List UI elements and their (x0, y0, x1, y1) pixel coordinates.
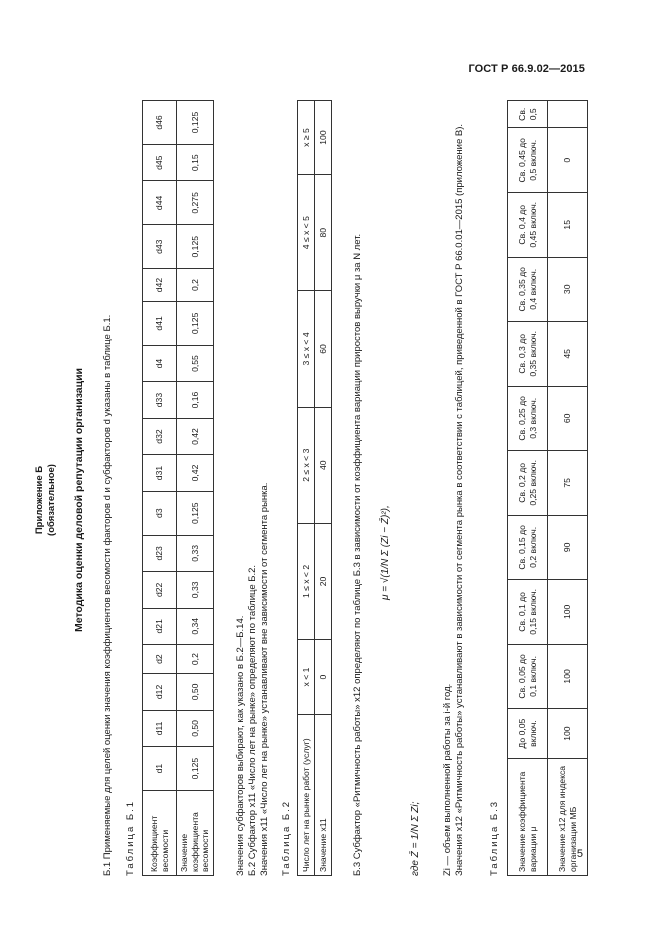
table-b1-col: d1 (143, 747, 177, 791)
table-b1-cell: 0,33 (177, 572, 214, 608)
table-b2-cell: 40 (315, 407, 332, 523)
appendix-heading: Методика оценки деловой репутации организации (73, 367, 85, 633)
table-b2-cell: 100 (315, 101, 332, 175)
table-b3-cell: 100 (548, 644, 588, 709)
table-b2-col: 3 ≤ x < 4 (298, 291, 315, 407)
table-b3-col: Св. 0,25 до 0,3 включ. (508, 386, 548, 451)
table-b1-cell: 0,42 (177, 418, 214, 454)
table-b1-col: d43 (143, 225, 177, 269)
table-b1-cell: 0,33 (177, 535, 214, 571)
table-b3-cell: 15 (548, 193, 588, 258)
table-row (508, 101, 548, 876)
table-b1-col: d11 (143, 710, 177, 746)
table-b3-col: Св. 0,4 до 0,45 включ. (508, 193, 548, 258)
table-b3-col: Св. 0,35 до 0,4 включ. (508, 257, 548, 322)
table-b3-col: Св. 0,5 (508, 101, 548, 129)
table-b1-col: d12 (143, 674, 177, 710)
table-b2-cell: 0 (315, 640, 332, 715)
table-b1-col: d3 (143, 491, 177, 535)
b2-intro: Б.2 Субфактор x11 «Число лет на рынке» определяют по таблице Б.2. (247, 564, 258, 876)
table-b3-col: Св. 0,15 до 0,2 включ. (508, 515, 548, 580)
table-b1-col: d4 (143, 345, 177, 381)
table-b1-col: d42 (143, 269, 177, 302)
table-b1-cell: 0,125 (177, 747, 214, 791)
table-row (548, 101, 588, 876)
table-b1-col: d45 (143, 144, 177, 180)
table-b3-cell: 0 (548, 128, 588, 193)
table-b3-col: Св. 0,05 до 0,1 включ. (508, 644, 548, 709)
table-b1-cell: 0,2 (177, 645, 214, 674)
table-b2-row-header: Значение x11 (315, 715, 332, 876)
table-b3-cell: 90 (548, 515, 588, 580)
table-b3 (507, 100, 588, 876)
table-row (143, 101, 177, 876)
b2-note: Значения x11 «Число лет на рынке» устанавливают вне зависимости от сегмента рынка. (259, 482, 270, 876)
b1-intro: Б.1 Применяемые для целей оценки значения коэффициентов весомости факторов d и субфакторов d указаны в таблице Б.1. (102, 314, 113, 876)
table-b2-row-header: Число лет на рынке работ (услуг) (298, 715, 315, 876)
table-b2-col: x < 1 (298, 640, 315, 715)
table-b1-col: d32 (143, 418, 177, 454)
appendix-title: Приложение Б (34, 465, 45, 535)
appendix-status: (обязательное) (46, 464, 57, 536)
table-row (177, 101, 214, 876)
b3-note: Значения x12 «Ритмичность работы» устанавливают в зависимости от сегмента рынка в соответствии с таблицей, приведенной в ГОСТ Р 66.0.01—2015 (приложение В). (454, 123, 465, 876)
table-b2-cell: 80 (315, 175, 332, 291)
b3-intro: Б.3 Субфактор «Ритмичность работы» x12 определяют по таблице Б.3 в зависимости от коэффициента вариации приростов выручки μ за N лет. (352, 233, 363, 876)
table-b2-cell: 20 (315, 523, 332, 639)
table-b2-col: x ≥ 5 (298, 101, 315, 175)
table-b1-cell: 0,15 (177, 144, 214, 180)
table-b1-col: d44 (143, 181, 177, 225)
table-b3-cell: 45 (548, 322, 588, 387)
table-b3-cell: 75 (548, 451, 588, 516)
table-b1-cell: 0,34 (177, 608, 214, 644)
table-b2-col: 1 ≤ x < 2 (298, 523, 315, 639)
table-b3-cell: 30 (548, 257, 588, 322)
table-b1-cell: 0,125 (177, 301, 214, 345)
table-b1-col: d41 (143, 301, 177, 345)
table-b1-cell: 0,125 (177, 491, 214, 535)
b1-table-caption: Таблица Б.1 (125, 799, 136, 876)
table-b2-cell: 60 (315, 291, 332, 407)
b3-table-caption: Таблица Б.3 (489, 799, 500, 876)
table-b1 (142, 100, 214, 876)
table-b3-cell: 100 (548, 709, 588, 759)
table-b1-col: d2 (143, 645, 177, 674)
table-b2-col: 2 ≤ x < 3 (298, 407, 315, 523)
table-b1-cell: 0,275 (177, 181, 214, 225)
table-b3-cell: 60 (548, 386, 588, 451)
table-b2 (297, 100, 332, 876)
table-b1-cell: 0,2 (177, 269, 214, 302)
table-b3-row-header: Значение x12 для индекса организации МБ (548, 759, 588, 876)
table-b1-cell: 0,50 (177, 710, 214, 746)
table-b3-col: Св. 0,45 до 0,5 включ. (508, 128, 548, 193)
table-b1-col: d22 (143, 572, 177, 608)
table-b1-cell: 0,125 (177, 225, 214, 269)
table-b1-col: d23 (143, 535, 177, 571)
table-b2-col: 4 ≤ x < 5 (298, 175, 315, 291)
table-b3-row-header: Значение коэффициента вариации μ (508, 759, 548, 876)
mu-formula: μ = √(1/N Σ (Zi − Z̄)²), (380, 505, 391, 600)
table-b1-cell: 0,42 (177, 455, 214, 491)
table-b1-cell: 0,125 (177, 101, 214, 145)
table-b3-col: Св. 0,3 до 0,35 включ. (508, 322, 548, 387)
table-b1-col: d33 (143, 382, 177, 418)
table-b3-col: Св. 0,1 до 0,15 включ. (508, 580, 548, 645)
table-b1-col: d31 (143, 455, 177, 491)
rotated-content (30, 100, 620, 900)
b2-table-caption: Таблица Б.2 (281, 799, 292, 876)
table-b1-cell: 0,16 (177, 382, 214, 418)
zi-definition: Zi — объем выполненной работы за i-й год. (442, 683, 453, 876)
table-b1-cell: 0,55 (177, 345, 214, 381)
table-b1-col: d46 (143, 101, 177, 145)
table-b1-col: d21 (143, 608, 177, 644)
table-b1-row-header: Значение коэффициента весомости (177, 791, 214, 876)
table-row (315, 101, 332, 876)
table-b1-cell: 0,50 (177, 674, 214, 710)
table-b3-col: Св. 0,2 до 0,25 включ. (508, 451, 548, 516)
table-b3-cell (548, 101, 588, 129)
table-b3-cell: 100 (548, 580, 588, 645)
table-row (298, 101, 315, 876)
table-b3-col: До 0,05 включ. (508, 709, 548, 759)
b1-note1: Значения субфакторов выбирают, как указано в Б.2—Б.14. (235, 615, 246, 876)
standard-header: ГОСТ Р 66.9.02—2015 (468, 63, 585, 75)
where-formula: где Z̄ = 1/N Σ Zi; (410, 801, 421, 876)
page-number: 5 (576, 848, 583, 860)
table-b1-row-header: Коэффициент весомости (143, 791, 177, 876)
